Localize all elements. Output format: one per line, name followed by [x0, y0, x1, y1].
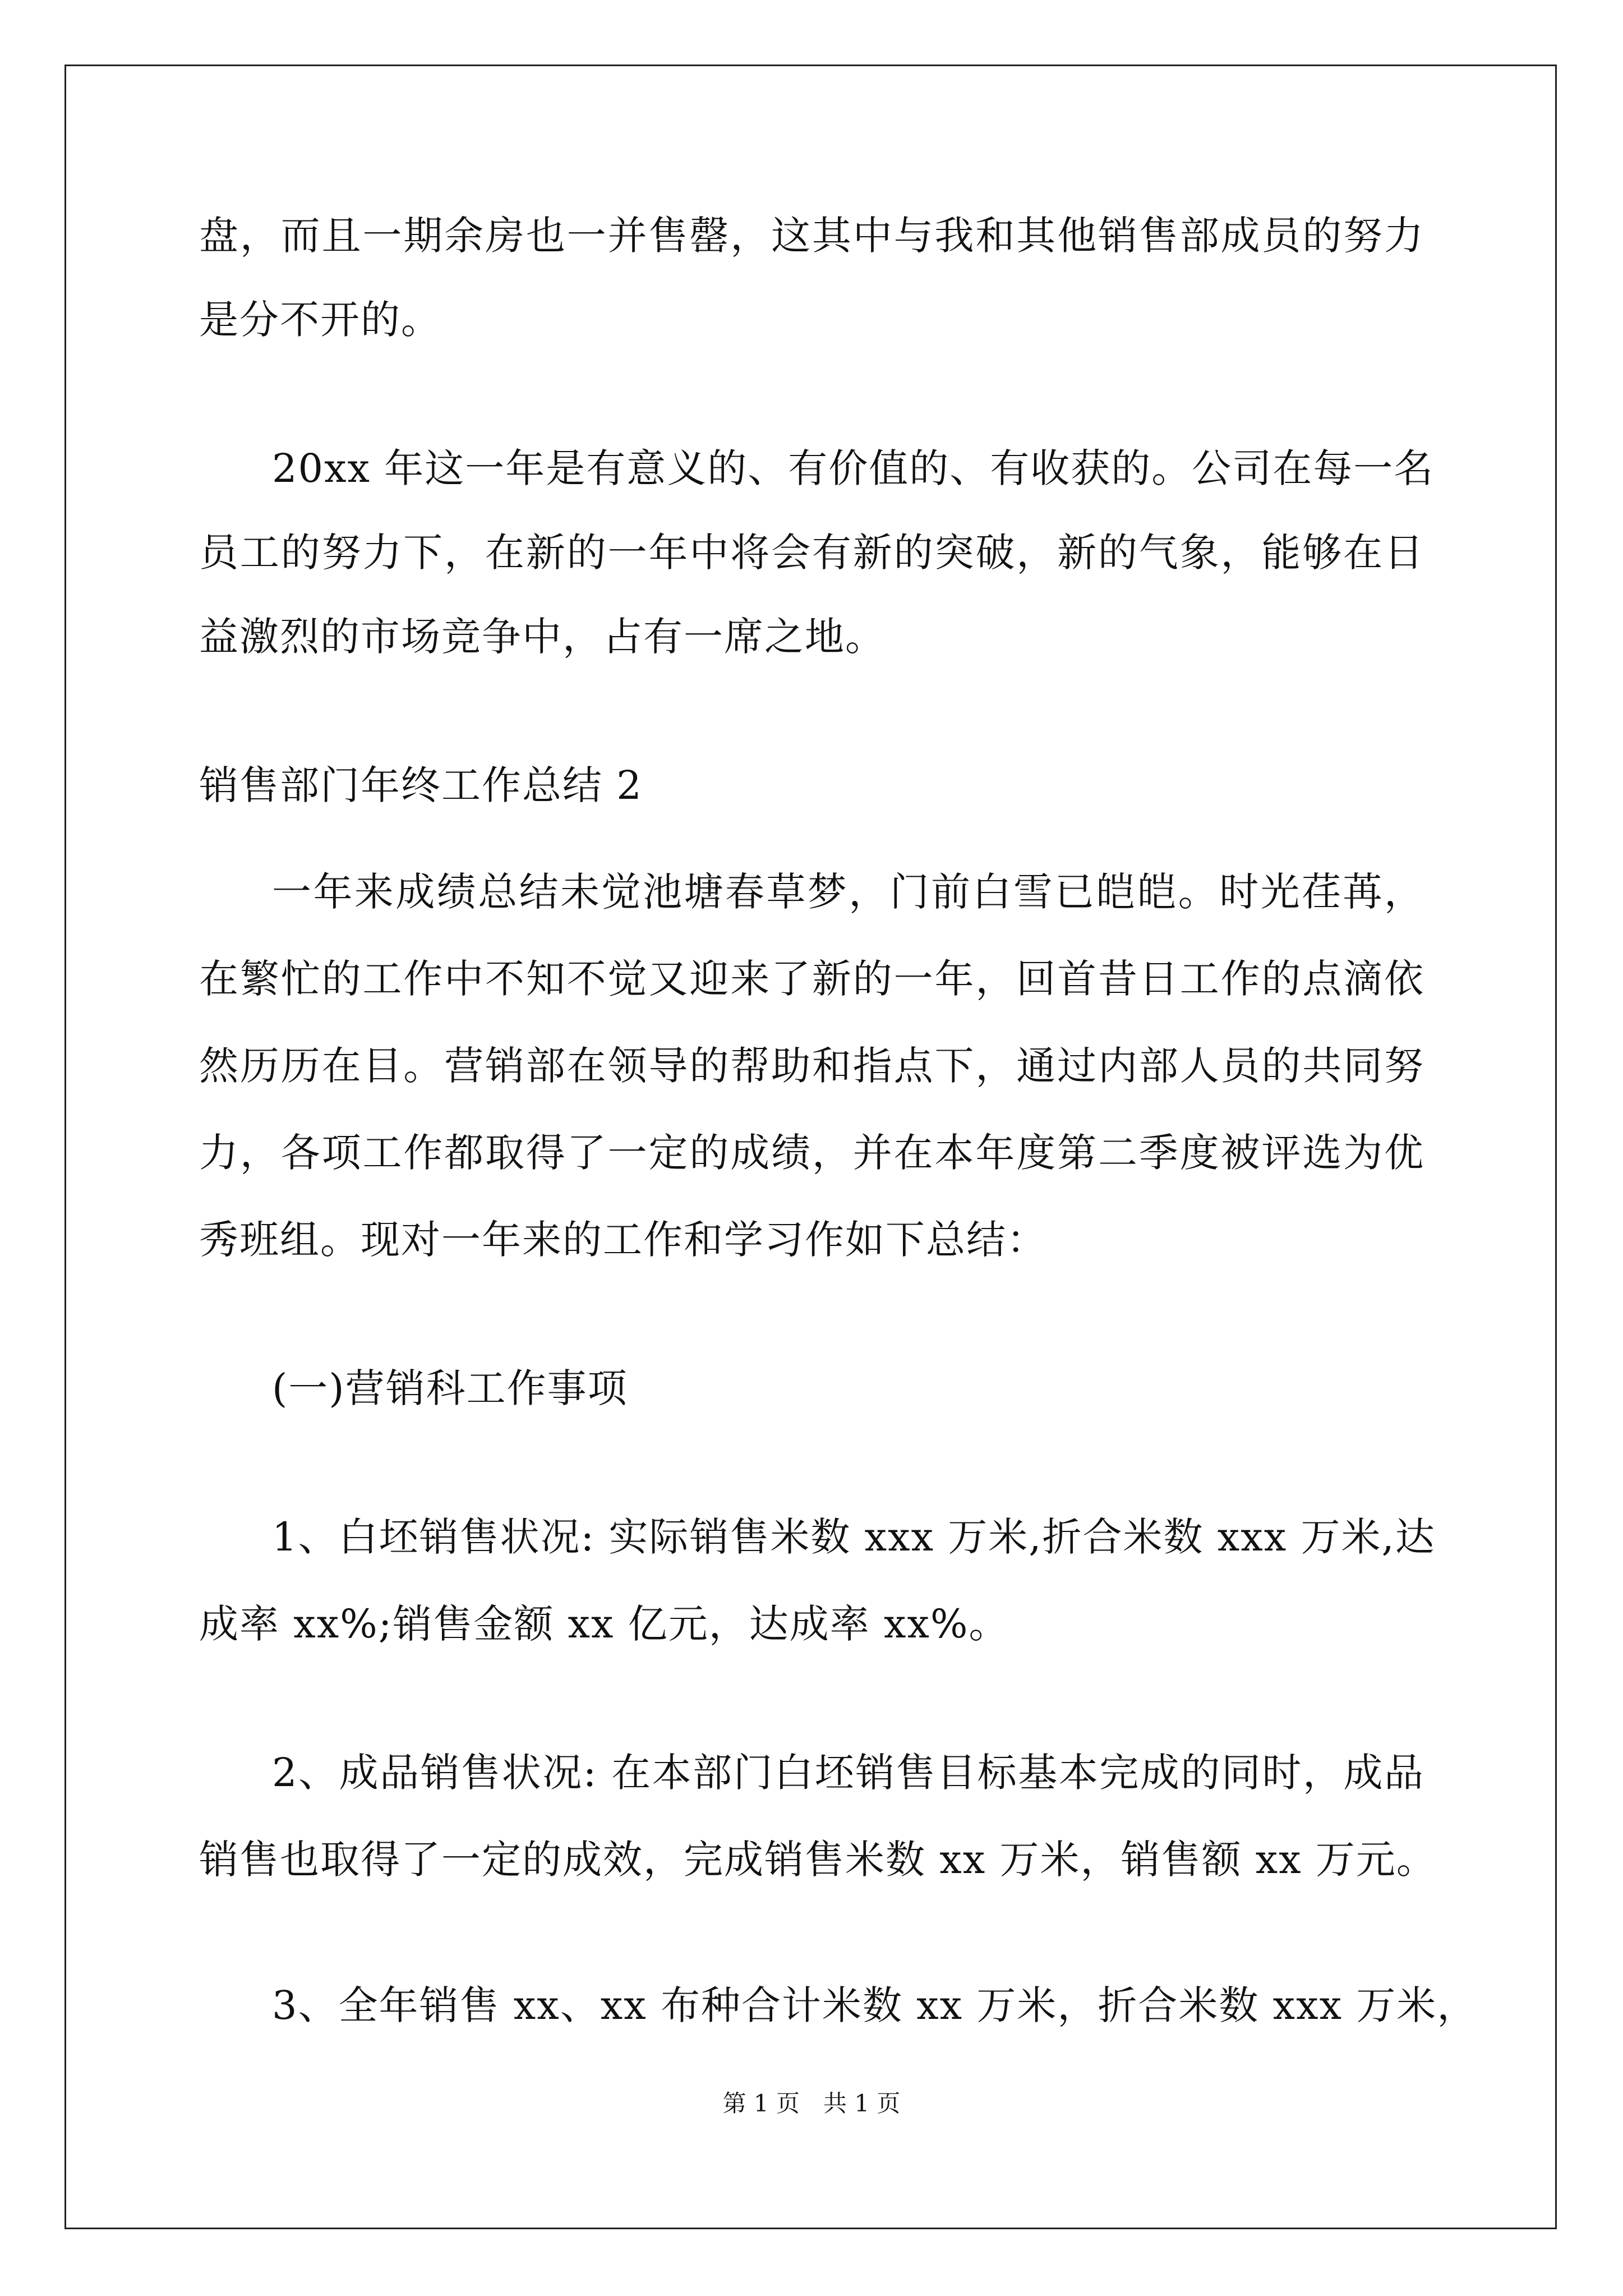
body-line-6: 一年来成绩总结未觉池塘春草梦，门前白雪已皑皑。时光荏苒， [272, 869, 1424, 915]
body-line-7: 在繁忙的工作中不知不觉又迎来了新的一年，回首昔日工作的点滴依 [199, 956, 1424, 1002]
body-line-2: 是分不开的。 [199, 297, 441, 343]
body-line-5: 益激烈的市场竞争中，占有一席之地。 [199, 614, 886, 660]
body-line-12: 成率 xx%;销售金额 xx 亿元，达成率 xx%。 [199, 1601, 1009, 1647]
section-heading: 销售部门年终工作总结 2 [199, 762, 643, 808]
subsection-heading: (一)营销科工作事项 [272, 1365, 628, 1411]
body-line-13: 2、成品销售状况: 在本部门白坯销售目标基本完成的同时，成品 [272, 1750, 1424, 1796]
body-line-10: 秀班组。现对一年来的工作和学习作如下总结： [199, 1217, 1047, 1263]
body-line-8: 然历历在目。营销部在领导的帮助和指点下，通过内部人员的共同努 [199, 1043, 1424, 1089]
page-footer: 第 1 页 共 1 页 [722, 2090, 901, 2117]
body-line-14: 销售也取得了一定的成效，完成销售米数 xx 万米，销售额 xx 万元。 [199, 1837, 1437, 1883]
body-line-1: 盘，而且一期余房也一并售罄，这其中与我和其他销售部成员的努力 [199, 213, 1424, 259]
body-line-11: 1、白坯销售状况: 实际销售米数 xxx 万米,折合米数 xxx 万米,达 [272, 1514, 1436, 1560]
body-line-9: 力，各项工作都取得了一定的成绩，并在本年度第二季度被评选为优 [199, 1130, 1424, 1176]
body-line-4: 员工的努力下，在新的一年中将会有新的突破，新的气象，能够在日 [199, 530, 1424, 576]
body-line-3: 20xx 年这一年是有意义的、有价值的、有收获的。公司在每一名 [272, 445, 1435, 491]
body-line-15: 3、全年销售 xx、xx 布种合计米数 xx 万米，折合米数 xxx 万米， [272, 1982, 1478, 2028]
